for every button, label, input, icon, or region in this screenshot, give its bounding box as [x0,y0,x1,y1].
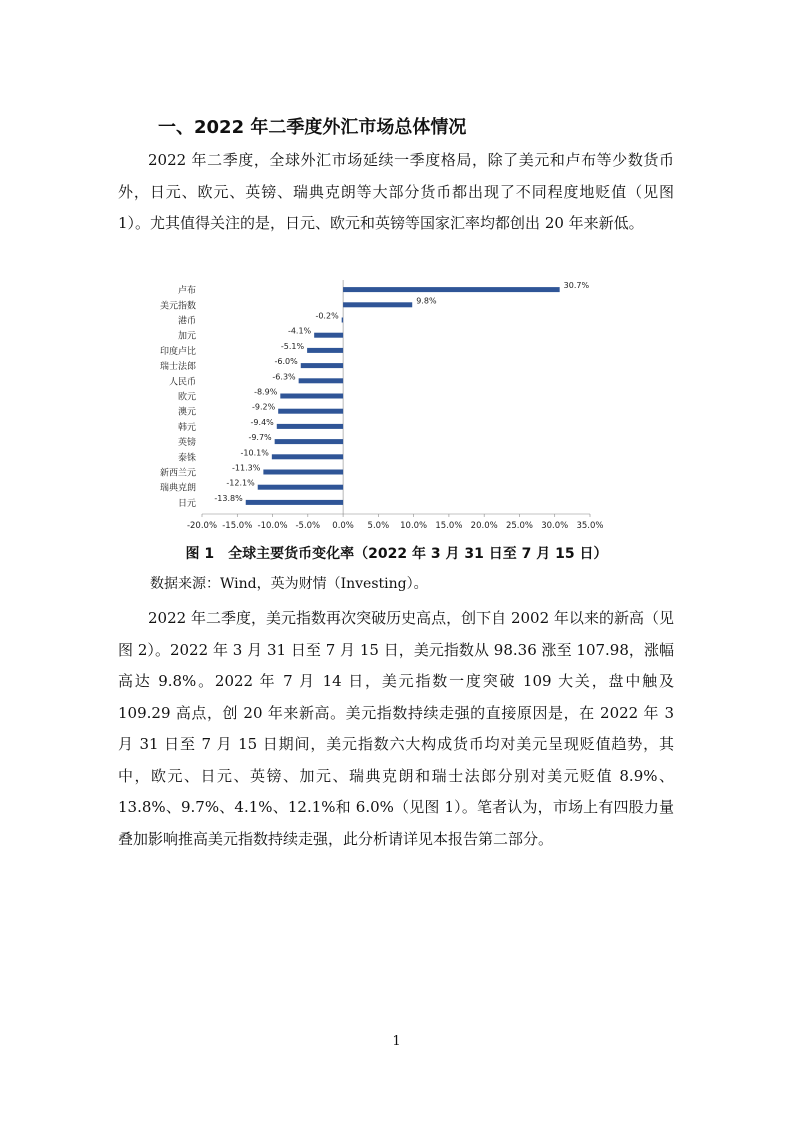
x-tick-label: 10.0% [400,521,428,531]
bar-2 [342,318,343,323]
bar-0 [343,287,560,292]
bar-10 [275,439,343,444]
bar-13 [258,485,343,490]
category-label: 人民币 [168,377,196,388]
value-label: 9.8% [416,296,437,306]
value-label: -10.1% [240,448,269,458]
value-label: -11.3% [232,463,261,473]
value-label: 30.7% [563,281,590,291]
bar-12 [263,470,343,475]
category-label: 加元 [177,331,196,342]
bar-14 [246,500,343,505]
x-tick-label: 15.0% [435,521,463,531]
x-tick-label: -20.0% [186,521,218,531]
x-tick-label: 5.0% [367,521,390,531]
x-tick-label: -15.0% [222,521,253,531]
value-label: -4.1% [287,326,312,336]
category-label: 港币 [177,316,196,327]
bar-11 [272,454,343,459]
paragraph-intro: 2022 年二季度，全球外汇市场延续一季度格局，除了美元和卢布等少数货币外，日元、欧元、英镑、瑞典克朗等大部分货币都出现了不同程度地贬值（见图 1）。尤其值得关注的是，日元、欧元和英镑等国家汇率均都创出 20 年来新低。 [118,151,674,232]
figure-caption: 图 1 全球主要货币变化率（2022 年 3 月 31 日至 7 月 15 日） [185,546,608,562]
value-label: -12.1% [226,478,255,488]
category-label: 美元指数 [159,301,196,312]
bar-8 [278,409,343,414]
value-label: -0.2% [315,311,339,321]
bar-1 [343,302,412,307]
category-label: 韩元 [177,422,196,433]
currency-change-bar-chart [150,276,610,531]
value-label: -5.1% [280,341,305,351]
x-tick-label: -5.0% [295,521,321,531]
category-label: 澳元 [177,407,196,418]
x-tick-label: 20.0% [470,521,498,531]
category-label: 日元 [177,498,196,509]
bar-9 [277,424,343,429]
page-number: 1 [392,1034,401,1049]
value-label: -13.8% [214,493,243,503]
category-label: 欧元 [177,392,196,403]
paragraph-dollar-index: 2022 年二季度，美元指数再次突破历史高点，创下自 2002 年以来的新高（见图 2）。2022 年 3 月 31 日至 7 月 15 日，美元指数从 98.36 涨至 107.98，涨幅高达 9.8%。2022 年 7 月 14 日，美元指数一度突破 109 大关，盘中触及 109.29 高点，创 20 年来新高。美元指数持续走强的直接原因是，在 2022 年 3 月 31 日至 7 月 15 日期间，美元指数六大构成货币均对美元呈现贬值趋势，其中，欧元、日元、英镑、加元、瑞典克朗和瑞士法郎分别对美元贬值 8.9%、13.8%、9.7%、4.1%、12.1%和 6.0%（见图 1）。笔者认为，市场上有四股力量叠加影响推高美元指数持续走强，此分析请详见本报告第二部分。 [118,609,674,848]
bar-3 [314,333,343,338]
category-label: 瑞典克朗 [159,483,196,494]
data-source: 数据来源：Wind，英为财情（Investing）。 [150,576,428,592]
value-label: -9.2% [251,402,276,412]
x-tick-label: 25.0% [505,521,533,531]
value-label: -6.0% [274,357,298,367]
category-label: 泰铢 [177,453,196,464]
x-tick-label: 30.0% [541,521,569,531]
bar-7 [280,394,343,399]
value-label: -9.7% [248,433,272,443]
x-tick-label: 35.0% [576,521,604,531]
value-label: -9.4% [250,417,274,427]
category-label: 新西兰元 [159,468,196,479]
x-tick-label: 0.0% [332,521,354,531]
value-label: -8.9% [254,387,278,397]
category-label: 印度卢比 [159,346,196,357]
bar-6 [299,378,343,383]
bar-5 [301,363,343,368]
category-label: 卢布 [177,286,196,297]
category-label: 英镑 [177,438,196,449]
category-label: 瑞士法郎 [159,362,196,373]
section-heading: 一、2022 年二季度外汇市场总体情况 [158,117,467,138]
x-tick-label: -10.0% [257,521,288,531]
value-label: -6.3% [272,372,296,382]
bar-4 [307,348,343,353]
